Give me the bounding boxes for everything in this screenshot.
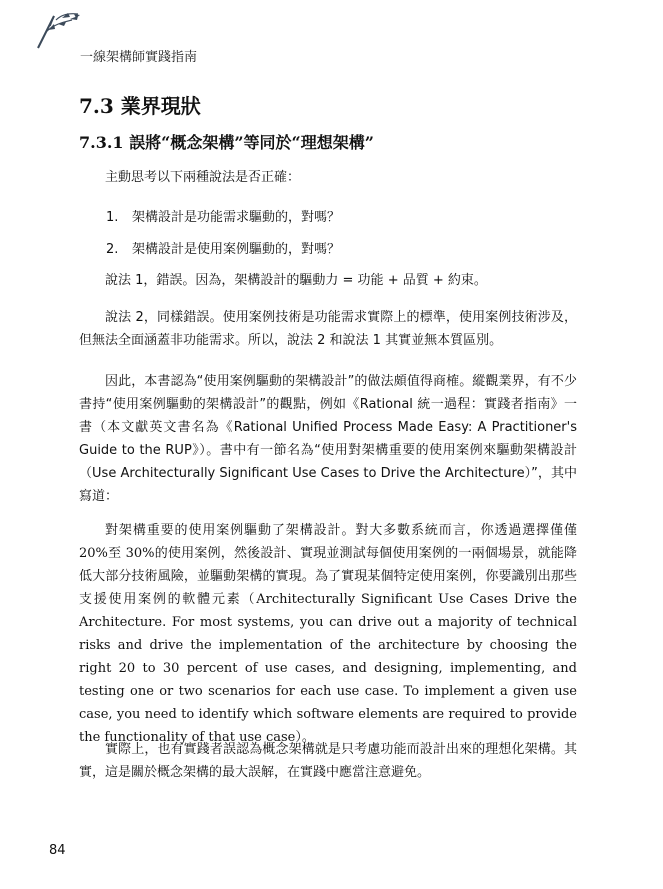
section-title: 7.3 業界現狀 — [79, 94, 201, 118]
list-number: 2. — [106, 242, 119, 257]
paragraph-1: 說法 1，錯誤。因為，架構設計的驅動力 = 功能 + 品質 + 約束。 — [105, 273, 487, 288]
book-title: 一線架構師實踐指南 — [80, 50, 198, 65]
block-quote: 對架構重要的使用案例驅動了架構設計。對大多數系統而言，你透過選擇僅僅 20%至 30%的使用案例，然後設計、實現並測試每個使用案例的一兩個場景，就能降低大部分技術風險，並驅動架構的實現。為了實現某個特定使用案例，你要識別出那些支援使用案例的軟體元素（Architecturally Significant Use Cases Drive the Architecture. For most systems, you can drive out a majority of technical risks and drive the implementation of the architecture by choosing the right 20 to 30 percent of use cases, and designing, implementing, and testing one or two scenarios for each use case. To implement a given use case, you need to identify which software elements are required to provide the functionality of that use case）。 — [79, 523, 577, 745]
paragraph-2: 說法 2，同樣錯誤。使用案例技術是功能需求實際上的標準，使用案例技術涉及，但無法全面涵蓋非功能需求。所以，說法 2 和說法 1 其實並無本質區別。 — [79, 310, 577, 348]
list-number: 1. — [106, 210, 119, 225]
page-number: 84 — [49, 843, 66, 858]
list-text: 架構設計是使用案例驅動的，對嗎？ — [132, 242, 341, 257]
list-item — [106, 206, 340, 225]
bamboo-logo-icon — [32, 10, 84, 50]
list-text: 架構設計是功能需求驅動的，對嗎？ — [132, 210, 341, 225]
intro-paragraph: 主動思考以下兩種說法是否正確： — [105, 170, 301, 185]
running-header — [30, 10, 230, 70]
subsection-title: 7.3.1 誤將“概念架構”等同於“理想架構” — [79, 133, 374, 152]
paragraph-3: 因此，本書認為“使用案例驅動的架構設計”的做法頗值得商榷。縱觀業界，有不少書持“使用案例驅動的架構設計”的觀點，例如《Rational 統一過程：實踐者指南》一書（本文獻英文書名為《Rational Unified Process Made Easy: A Practitioner's Guide to the RUP》）。書中有一節名為“使用對架構重要的使用案例來驅動架構設計（Use Architecturally Significant Use Cases to Drive the Architecture）”，其中寫道： — [79, 374, 577, 504]
list-item — [106, 238, 340, 257]
paragraph-4: 實際上，也有實踐者誤認為概念架構就是只考慮功能而設計出來的理想化架構。其實，這是關於概念架構的最大誤解，在實踐中應當注意避免。 — [79, 742, 577, 780]
